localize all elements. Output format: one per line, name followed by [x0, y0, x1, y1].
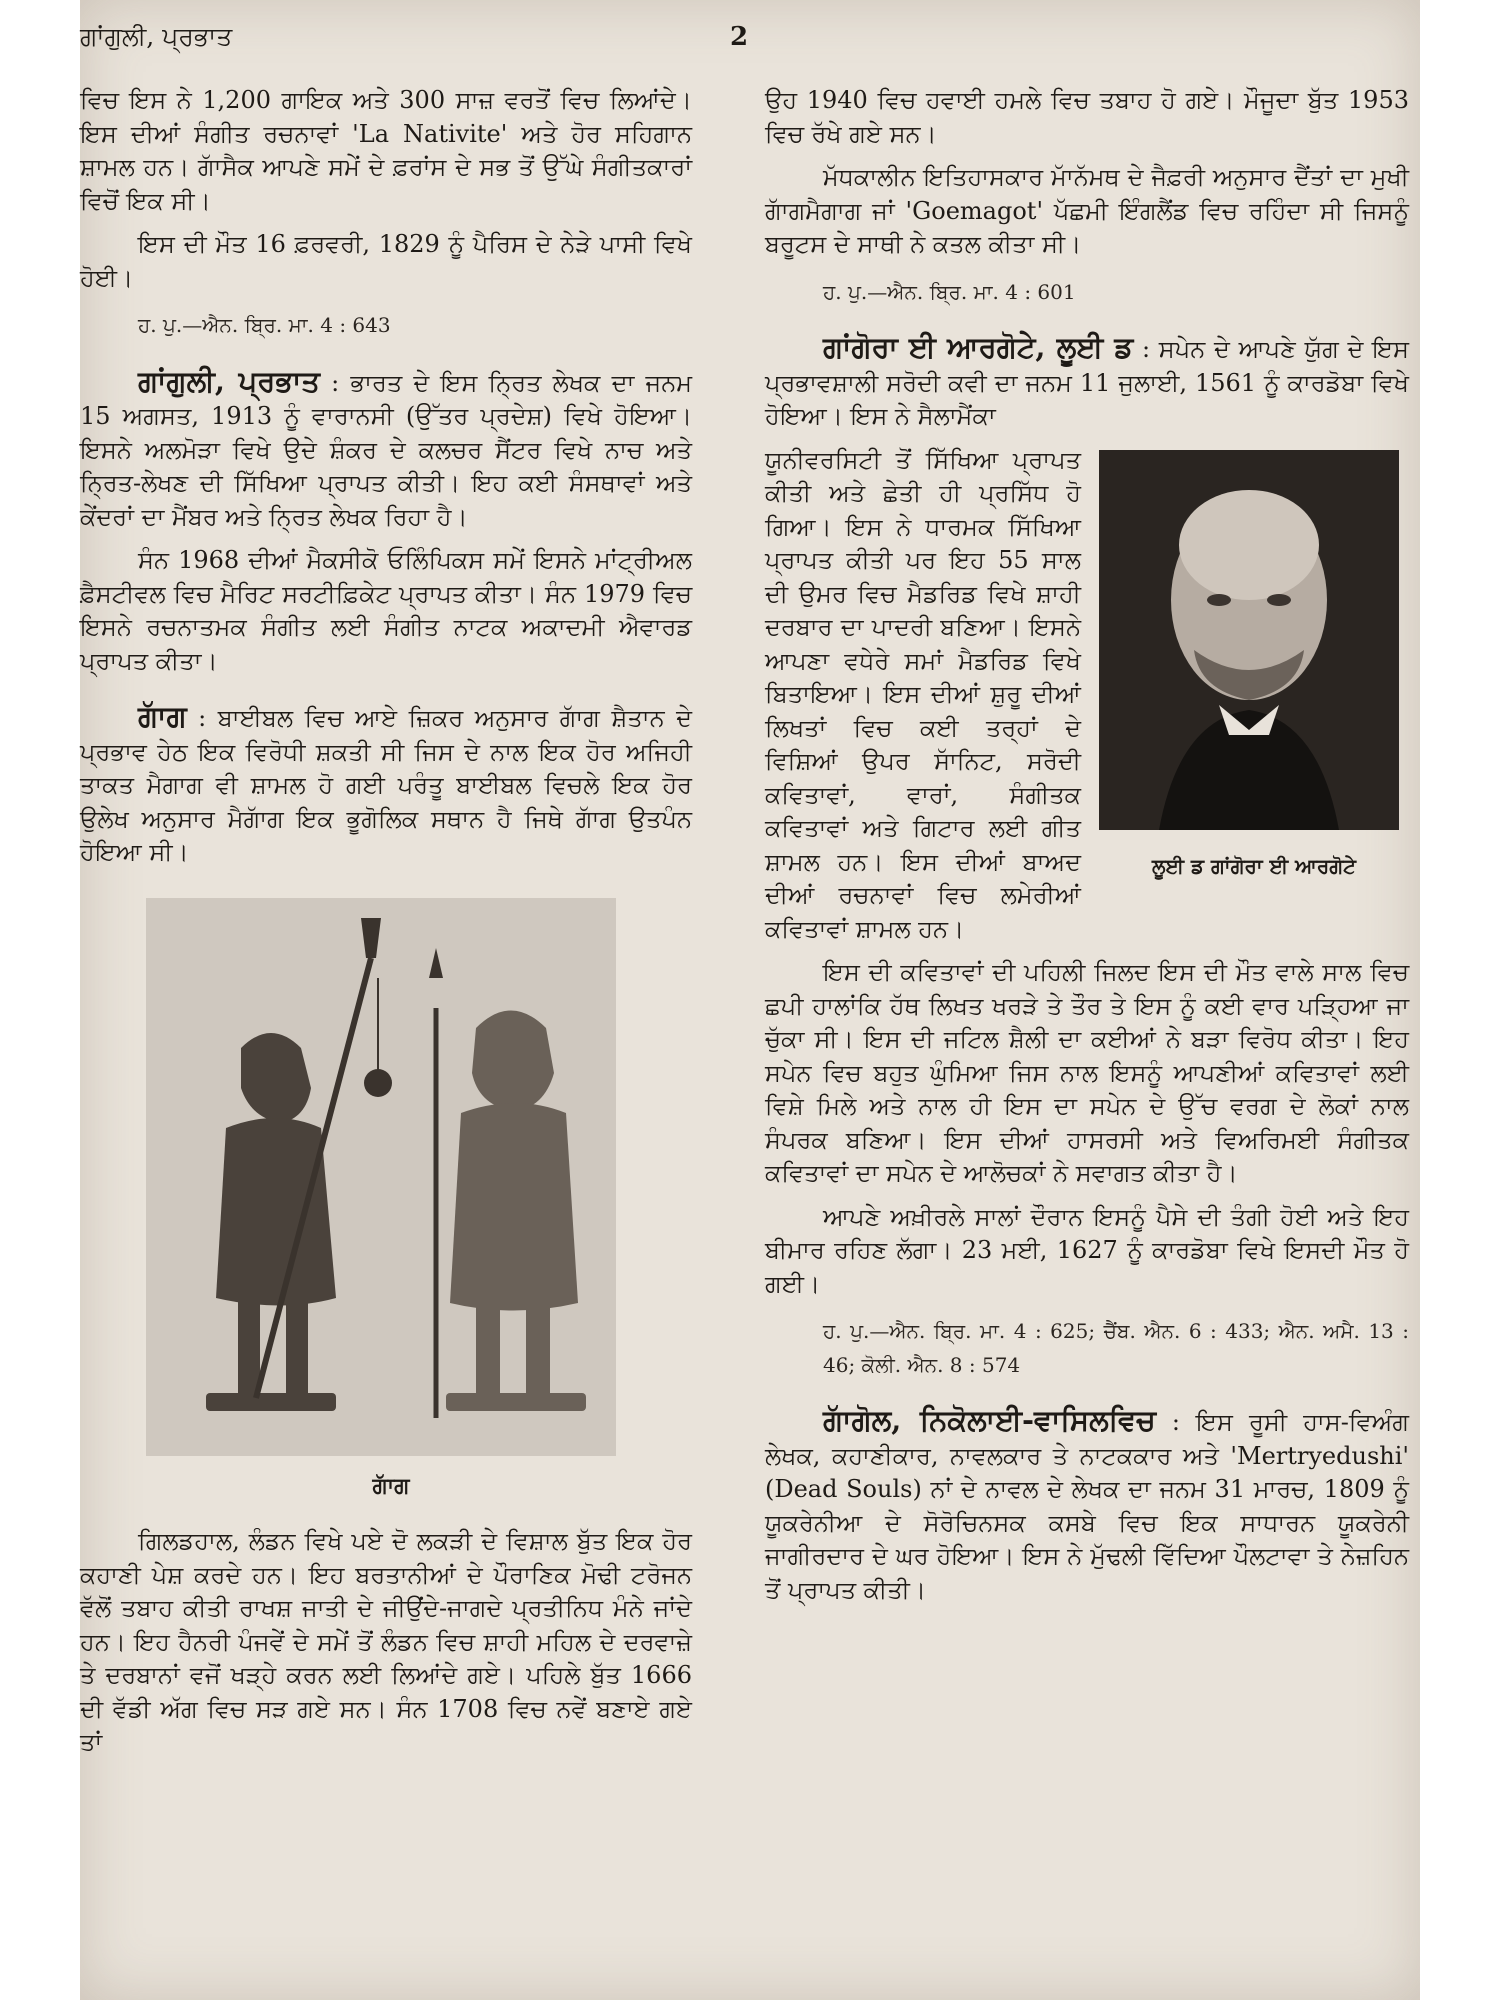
gongora-portrait — [1099, 450, 1399, 830]
figure-caption: ਗਾੱਗ — [372, 1472, 410, 1499]
entry-paragraph: ਮੱਧਕਾਲੀਨ ਇਤਿਹਾਸਕਾਰ ਮਾੱਨੱਮਥ ਦੇ ਜੈਫ਼ਰੀ ਅਨੁਸਾਰ ਦੈਂਤਾਂ ਦਾ ਮੁਖੀ ਗਾੱਗਮੈਗਾਗ ਜਾਂ 'Goemagot' ਪੱਛਮੀ ਇੰਗਲੈਂਡ ਵਿਚ ਰਹਿੰਦਾ ਸੀ ਜਿਸਨੂੰ ਬਰੂਟਸ ਦੇ ਸਾਥੀ ਨੇ ਕਤਲ ਕੀਤਾ ਸੀ। — [765, 163, 1409, 258]
running-head: ਗਾਂਗੁਲੀ, ਪ੍ਰਭਾਤ — [80, 22, 233, 51]
entry-gogol — [765, 1404, 1409, 1607]
reference-line: ਹ. ਪੁ.—ਐਨ. ਬ੍ਰਿ. ਮਾ. 4 : 625; ਚੈਂਬ. ਐਨ. 6 : 433; ਐਨ. ਅਮੈ. 13 : 46; ਕੋਲੀ. ਐਨ. 8 : 574 — [823, 1319, 1409, 1377]
entry-paragraph: ਸੰਨ 1968 ਦੀਆਂ ਮੈਕਸੀਕੋ ਓਲਿੰਪਿਕਸ ਸਮੇਂ ਇਸਨੇ ਮਾਂਟ੍ਰੀਅਲ ਫ਼ੈਸਟੀਵਲ ਵਿਚ ਮੈਰਿਟ ਸਰਟੀਫ਼ਿਕੇਟ ਪ੍ਰਾਪਤ ਕੀਤਾ। ਸੰਨ 1979 ਵਿਚ ਇਸਨੇ ਰਚਨਾਤਮਕ ਸੰਗੀਤ ਲਈ ਸੰਗੀਤ ਨਾਟਕ ਅਕਾਦਮੀ ਐਵਾਰਡ ਪ੍ਰਾਪਤ ਕੀਤਾ। — [80, 546, 692, 675]
entry-title: ਗਾੱਗ — [138, 699, 187, 733]
entry-text: : ਬਾਈਬਲ ਵਿਚ ਆਏ ਜ਼ਿਕਰ ਅਨੁਸਾਰ ਗਾੱਗ ਸ਼ੈਤਾਨ ਦੇ ਪ੍ਰਭਾਵ ਹੇਠ ਇਕ ਵਿਰੋਧੀ ਸ਼ਕਤੀ ਸੀ ਜਿਸ ਦੇ ਨਾਲ ਇਕ ਹੋਰ ਅਜਿਹੀ ਤਾਕਤ ਮੈਗਾਗ ਵੀ ਸ਼ਾਮਲ ਹੋ ਗਈ ਪਰੰਤੂ ਬਾਈਬਲ ਵਿਚਲੇ ਇਕ ਹੋਰ ਉਲੇਖ ਅਨੁਸਾਰ ਮੈਗਾੱਗ ਇਕ ਭੂਗੋਲਿਕ ਸਥਾਨ ਹੈ ਜਿਥੇ ਗਾੱਗ ਉਤਪੰਨ ਹੋਇਆ ਸੀ। — [80, 704, 692, 866]
entry-text: : ਇਸ ਰੂਸੀ ਹਾਸ-ਵਿਅੰਗ ਲੇਖਕ, ਕਹਾਣੀਕਾਰ, ਨਾਵਲਕਾਰ ਤੇ ਨਾਟਕਕਾਰ ਅਤੇ 'Mertryedushi' (Dead Souls) ਨਾਂ ਦੇ ਨਾਵਲ ਦੇ ਲੇਖਕ ਦਾ ਜਨਮ 31 ਮਾਰਚ, 1809 ਨੂੰ ਯੂਕਰੇਨੀਆ ਦੇ ਸੋਰੋਚਿਨਸਕ ਕਸਬੇ ਵਿਚ ਇਕ ਸਾਧਾਰਨ ਯੂਕਰੇਨੀ ਜਾਗੀਰਦਾਰ ਦੇ ਘਰ ਹੋਇਆ। ਇਸ ਨੇ ਮੁੱਢਲੀ ਵਿੱਦਿਆ ਪੌਲਟਾਵਾ ਤੇ ਨੇਜ਼ਹਿਨ ਤੋਂ ਪ੍ਰਾਪਤ ਕੀਤੀ। — [765, 1408, 1409, 1604]
page-number: 2 — [730, 22, 749, 52]
entry-paragraph: ਇਸ ਦੀ ਕਵਿਤਾਵਾਂ ਦੀ ਪਹਿਲੀ ਜਿਲਦ ਇਸ ਦੀ ਮੌਤ ਵਾਲੇ ਸਾਲ ਵਿਚ ਛਪੀ ਹਾਲਾਂਕਿ ਹੱਥ ਲਿਖਤ ਖਰੜੇ ਤੇ ਤੌਰ ਤੇ ਇਸ ਨੂੰ ਕਈ ਵਾਰ ਪੜ੍ਹਿਆ ਜਾ ਚੁੱਕਾ ਸੀ। ਇਸ ਦੀ ਜਟਿਲ ਸ਼ੈਲੀ ਦਾ ਕਈਆਂ ਨੇ ਬੜਾ ਵਿਰੋਧ ਕੀਤਾ। ਇਹ ਸਪੇਨ ਵਿਚ ਬਹੁਤ ਘੁੰਮਿਆ ਜਿਸ ਨਾਲ ਇਸਨੂੰ ਆਪਣੀਆਂ ਕਵਿਤਾਵਾਂ ਲਈ ਵਿਸ਼ੇ ਮਿਲੇ ਅਤੇ ਨਾਲ ਹੀ ਇਸ ਦਾ ਸਪੇਨ ਦੇ ਉੱਚ ਵਰਗ ਦੇ ਲੋਕਾਂ ਨਾਲ ਸੰਪਰਕ ਬਣਿਆ। ਇਸ ਦੀਆਂ ਹਾਸਰਸੀ ਅਤੇ ਵਿਅਰਿਮਈ ਸੰਗੀਤਕ ਕਵਿਤਾਵਾਂ ਦਾ ਸਪੇਨ ਦੇ ਆਲੋਚਕਾਂ ਨੇ ਸਵਾਗਤ ਕੀਤਾ ਹੈ। — [765, 958, 1409, 1187]
entry-title: ਗਾਂਗੋਰਾ ਈ ਆਰਗੋਟੇ, ਲੂਈ ਡ — [823, 330, 1134, 364]
reference-line: ਹ. ਪੁ.—ਐਨ. ਬ੍ਰਿ. ਮਾ. 4 : 601 — [823, 279, 1076, 304]
wooden-statues-photo — [146, 898, 616, 1456]
continued-paragraph: ਵਿਚ ਇਸ ਨੇ 1,200 ਗਾਇਕ ਅਤੇ 300 ਸਾਜ਼ ਵਰਤੋਂ ਵਿਚ ਲਿਆਂਦੇ। ਇਸ ਦੀਆਂ ਸੰਗੀਤ ਰਚਨਾਵਾਂ 'La Nativite' ਅਤੇ ਹੋਰ ਸਹਿਗਾਨ ਸ਼ਾਮਲ ਹਨ। ਗਾੱਸੈਕ ਆਪਣੇ ਸਮੇਂ ਦੇ ਫ਼ਰਾਂਸ ਦੇ ਸਭ ਤੋਂ ਉੱਘੇ ਸੰਗੀਤਕਾਰਾਂ ਵਿਚੋਂ ਇਕ ਸੀ। — [80, 86, 692, 215]
entry-paragraph: ਗਿਲਡਹਾਲ, ਲੰਡਨ ਵਿਖੇ ਪਏ ਦੋ ਲਕੜੀ ਦੇ ਵਿਸ਼ਾਲ ਬੁੱਤ ਇਕ ਹੋਰ ਕਹਾਣੀ ਪੇਸ਼ ਕਰਦੇ ਹਨ। ਇਹ ਬਰਤਾਨੀਆਂ ਦੇ ਪੌਰਾਣਿਕ ਮੋਢੀ ਟਰੋਜਨ ਵੱਲੋਂ ਤਬਾਹ ਕੀਤੀ ਰਾਖਸ਼ ਜਾਤੀ ਦੇ ਜੀਉਂਦੇ-ਜਾਗਦੇ ਪ੍ਰਤੀਨਿਧ ਮੰਨੇ ਜਾਂਦੇ ਹਨ। ਇਹ ਹੈਨਰੀ ਪੰਜਵੇਂ ਦੇ ਸਮੇਂ ਤੋਂ ਲੰਡਨ ਵਿਚ ਸ਼ਾਹੀ ਮਹਿਲ ਦੇ ਦਰਵਾਜ਼ੇ ਤੇ ਦਰਬਾਨਾਂ ਵਜੋਂ ਖੜ੍ਹੇ ਕਰਨ ਲਈ ਲਿਆਂਦੇ ਗਏ। ਪਹਿਲੇ ਬੁੱਤ 1666 ਦੀ ਵੱਡੀ ਅੱਗ ਵਿਚ ਸੜ ਗਏ ਸਨ। ਸੰਨ 1708 ਵਿਚ ਨਵੇਂ ਬਣਾਏ ਗਏ ਤਾਂ — [80, 1527, 692, 1756]
reference-line: ਹ. ਪੁ.—ਐਨ. ਬ੍ਰਿ. ਮਾ. 4 : 643 — [138, 313, 391, 337]
portrait-figure — [1099, 450, 1409, 894]
right-column — [765, 84, 1409, 1617]
entry-paragraph: ਯੂਨੀਵਰਸਿਟੀ ਤੋਂ ਸਿੱਖਿਆ ਪ੍ਰਾਪਤ ਕੀਤੀ ਅਤੇ ਛੇਤੀ ਹੀ ਪ੍ਰਸਿੱਧ ਹੋ ਗਿਆ। ਇਸ ਨੇ ਧਾਰਮਕ ਸਿੱਖਿਆ ਪ੍ਰਾਪਤ ਕੀਤੀ ਪਰ ਇਹ 55 ਸਾਲ ਦੀ ਉਮਰ ਵਿਚ ਮੈਡਰਿਡ ਵਿਖੇ ਸ਼ਾਹੀ ਦਰਬਾਰ ਦਾ ਪਾਦਰੀ ਬਣਿਆ। ਇਸਨੇ ਆਪਣਾ ਵਧੇਰੇ ਸਮਾਂ ਮੈਡਰਿਡ ਵਿਖੇ ਬਿਤਾਇਆ। ਇਸ ਦੀਆਂ ਸ਼ੁਰੂ ਦੀਆਂ ਲਿਖਤਾਂ ਵਿਚ ਕਈ ਤਰ੍ਹਾਂ ਦੇ ਵਿਸ਼ਿਆਂ ਉਪਰ ਸਾੱਨਿਟ, ਸਰੋਦੀ ਕਵਿਤਾਵਾਂ, ਵਾਰਾਂ, ਸੰਗੀਤਕ ਕਵਿਤਾਵਾਂ ਅਤੇ ਗਿਟਾਰ ਲਈ ਗੀਤ ਸ਼ਾਮਲ ਹਨ। ਇਸ ਦੀਆਂ ਬਾਅਦ ਦੀਆਂ ਰਚਨਾਵਾਂ ਵਿਚ ਲਮੇਰੀਆਂ ਕਵਿਤਾਵਾਂ ਸ਼ਾਮਲ ਹਨ। — [765, 445, 1081, 943]
continued-paragraph: ਉਹ 1940 ਵਿਚ ਹਵਾਈ ਹਮਲੇ ਵਿਚ ਤਬਾਹ ਹੋ ਗਏ। ਮੌਜੂਦਾ ਬੁੱਤ 1953 ਵਿਚ ਰੱਖੇ ਗਏ ਸਨ। — [765, 86, 1409, 148]
encyclopedia-page — [80, 0, 1420, 2000]
entry-paragraph: ਆਪਣੇ ਅਖ਼ੀਰਲੇ ਸਾਲਾਂ ਦੌਰਾਨ ਇਸਨੂੰ ਪੈਸੇ ਦੀ ਤੰਗੀ ਹੋਈ ਅਤੇ ਇਹ ਬੀਮਾਰ ਰਹਿਣ ਲੱਗਾ। 23 ਮਈ, 1627 ਨੂੰ ਕਾਰਡੋਬਾ ਵਿਖੇ ਇਸਦੀ ਮੌਤ ਹੋ ਗਈ। — [765, 1202, 1409, 1298]
page-header — [80, 22, 1420, 62]
entry-gongora — [765, 331, 1409, 434]
entry-text: : ਸਪੇਨ ਦੇ ਆਪਣੇ ਯੁੱਗ ਦੇ ਇਸ ਪ੍ਰਭਾਵਸ਼ਾਲੀ ਸਰੋਦੀ ਕਵੀ ਦਾ ਜਨਮ 11 ਜੁਲਾਈ, 1561 ਨੂੰ ਕਾਰਡੋਬਾ ਵਿਖੇ ਹੋਇਆ। ਇਸ ਨੇ ਸੈਲਾਮੈਂਕਾ — [765, 335, 1409, 430]
gog-figure — [146, 898, 636, 1504]
entry-gog — [80, 700, 692, 870]
entry-title: ਗਾੱਗੋਲ, ਨਿਕੋਲਾਈ-ਵਾਸਿਲਵਿਚ — [823, 1403, 1156, 1437]
death-paragraph: ਇਸ ਦੀ ਮੌਤ 16 ਫ਼ਰਵਰੀ, 1829 ਨੂੰ ਪੈਰਿਸ ਦੇ ਨੇੜੇ ਪਾਸੀ ਵਿਖੇ ਹੋਈ। — [80, 230, 692, 292]
entry-text: : ਭਾਰਤ ਦੇ ਇਸ ਨ੍ਰਿਤ ਲੇਖਕ ਦਾ ਜਨਮ 15 ਅਗਸਤ, 1913 ਨੂੰ ਵਾਰਾਨਸੀ (ਉੱਤਰ ਪ੍ਰਦੇਸ਼) ਵਿਖੇ ਹੋਇਆ। ਇਸਨੇ ਅਲਮੋੜਾ ਵਿਖੇ ਉਦੇ ਸ਼ੰਕਰ ਦੇ ਕਲਚਰ ਸੈਂਟਰ ਵਿਖੇ ਨਾਚ ਅਤੇ ਨ੍ਰਿਤ-ਲੇਖਣ ਦੀ ਸਿੱਖਿਆ ਪ੍ਰਾਪਤ ਕੀਤੀ। ਇਹ ਕਈ ਸੰਸਥਾਵਾਂ ਅਤੇ ਕੇਂਦਰਾਂ ਦਾ ਮੈਂਬਰ ਅਤੇ ਨ੍ਰਿਤ ਲੇਖਕ ਰਿਹਾ ਹੈ। — [80, 368, 692, 531]
left-column — [80, 84, 692, 1770]
entry-title: ਗਾਂਗੁਲੀ, ਪ੍ਰਭਾਤ — [138, 363, 320, 398]
entry-ganguli — [80, 365, 692, 535]
portrait-caption: ਲੂਈ ਡ ਗਾਂਗੋਰਾ ਈ ਆਰਗੋਟੇ — [1151, 853, 1356, 878]
